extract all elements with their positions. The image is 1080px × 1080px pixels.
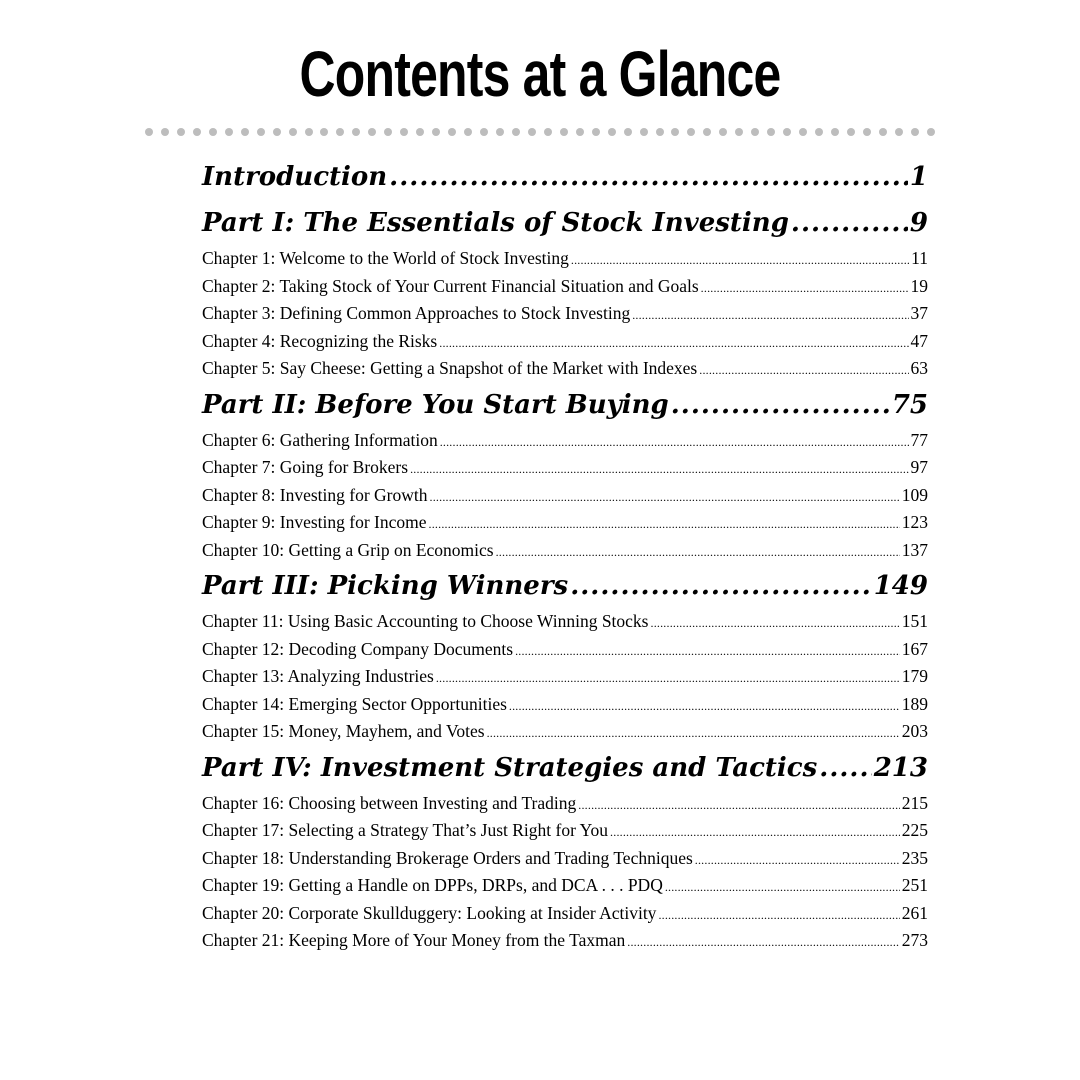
divider-dot — [496, 128, 504, 136]
toc-chapter-entry[interactable] — [202, 482, 928, 510]
toc-chapter-entry[interactable] — [202, 537, 928, 565]
divider-dot — [560, 128, 568, 136]
leader-dots — [429, 511, 900, 539]
chapter-page: 273 — [901, 930, 928, 950]
chapter-page: 167 — [901, 638, 928, 659]
divider-dot — [273, 128, 281, 136]
divider-dot — [416, 128, 424, 136]
leader-dots — [658, 902, 899, 930]
part-page: 149 — [873, 571, 928, 601]
part-page: 75 — [891, 389, 928, 420]
chapter-label: Chapter 21: Keeping More of Your Money from the Taxman — [202, 930, 626, 950]
leader-dots — [610, 819, 900, 847]
part-label: Part III: Picking Winners — [202, 571, 569, 601]
toc-chapter-entry[interactable] — [202, 300, 928, 328]
chapter-label: Chapter 17: Selecting a Strategy That’s Just Right for You — [202, 820, 609, 840]
divider-dot — [145, 128, 153, 136]
toc-chapter-entry[interactable] — [202, 927, 928, 955]
leader-dots — [439, 330, 908, 358]
chapter-page: 123 — [901, 512, 928, 532]
chapter-page: 261 — [901, 902, 928, 923]
toc-chapter-entry[interactable] — [202, 900, 928, 928]
chapter-page: 189 — [901, 693, 928, 714]
divider-dot — [241, 128, 249, 136]
divider-dot — [608, 128, 616, 136]
divider-dot — [305, 128, 313, 136]
divider-dot — [209, 128, 217, 136]
leader-dots — [695, 847, 900, 875]
toc-chapter-entry[interactable] — [202, 872, 928, 900]
chapter-label: Chapter 16: Choosing between Investing and Trading — [202, 792, 577, 813]
chapter-page: 235 — [901, 847, 928, 868]
toc-chapter-entry[interactable] — [202, 718, 928, 746]
toc-chapter-entry[interactable] — [202, 845, 928, 873]
chapter-page: 97 — [910, 457, 928, 477]
chapter-label: Chapter 13: Analyzing Industries — [202, 666, 434, 686]
divider-dot — [432, 128, 440, 136]
divider-dot — [576, 128, 584, 136]
toc-chapter-entry[interactable] — [202, 509, 928, 537]
toc-chapter-entry[interactable] — [202, 663, 928, 691]
chapter-label: Chapter 20: Corporate Skullduggery: Looking at Insider Activity — [202, 902, 657, 923]
divider-dot — [735, 128, 743, 136]
chapter-label: Chapter 11: Using Basic Accounting to Choose Winning Stocks — [202, 611, 649, 631]
divider-dot — [193, 128, 201, 136]
part-page: 213 — [873, 752, 928, 783]
divider-dot — [815, 128, 823, 136]
leader-dots — [410, 456, 908, 484]
divider-dot — [464, 128, 472, 136]
toc-chapter-entry[interactable] — [202, 608, 928, 636]
page-title: Contents at a Glance — [299, 38, 781, 110]
part-block-3 — [202, 564, 928, 746]
toc-entry-page: 1 — [909, 162, 928, 192]
chapter-page: 11 — [911, 248, 928, 268]
divider-dot — [703, 128, 711, 136]
divider-dot — [783, 128, 791, 136]
toc-part-entry[interactable] — [202, 564, 928, 608]
toc-chapter-entry[interactable] — [202, 636, 928, 664]
divider-dot — [767, 128, 775, 136]
part-label: Part IV: Investment Strategies and Tactics — [202, 752, 818, 783]
toc-chapter-entry[interactable] — [202, 328, 928, 356]
chapter-label: Chapter 5: Say Cheese: Getting a Snapshot of the Market with Indexes — [202, 358, 698, 378]
toc-chapter-entry[interactable] — [202, 355, 928, 383]
divider-dot — [879, 128, 887, 136]
chapter-label: Chapter 14: Emerging Sector Opportunities — [202, 693, 507, 714]
leader-dots — [515, 638, 900, 666]
toc-chapter-entry[interactable] — [202, 454, 928, 482]
divider-dot — [863, 128, 871, 136]
dotted-divider — [145, 127, 935, 137]
leader-dots — [496, 539, 900, 567]
leader-dots — [440, 429, 909, 457]
divider-dot — [352, 128, 360, 136]
chapter-label: Chapter 18: Understanding Brokerage Orders and Trading Techniques — [202, 847, 693, 868]
toc-chapter-entry[interactable] — [202, 273, 928, 301]
divider-dot — [368, 128, 376, 136]
chapter-page: 251 — [901, 875, 928, 895]
divider-dot — [161, 128, 169, 136]
divider-dot — [528, 128, 536, 136]
part-block-2 — [202, 383, 928, 565]
chapter-page: 151 — [901, 611, 928, 631]
leader-dots — [665, 874, 900, 902]
toc-entry-label: Introduction — [202, 162, 388, 192]
leader-dots — [701, 275, 909, 303]
leader-dots — [570, 564, 872, 608]
chapter-label: Chapter 9: Investing for Income — [202, 512, 427, 532]
divider-dot — [831, 128, 839, 136]
toc-chapter-entry[interactable] — [202, 817, 928, 845]
divider-dot — [336, 128, 344, 136]
toc-part-entry[interactable] — [202, 383, 928, 427]
part-block-4 — [202, 746, 928, 955]
toc-part-entry[interactable] — [202, 201, 928, 245]
chapter-label: Chapter 4: Recognizing the Risks — [202, 330, 438, 351]
part-label: Part I: The Essentials of Stock Investing — [202, 208, 789, 238]
divider-dot — [895, 128, 903, 136]
leader-dots — [819, 746, 871, 790]
chapter-label: Chapter 10: Getting a Grip on Economics — [202, 539, 494, 560]
toc-chapter-entry[interactable] — [202, 245, 928, 273]
divider-dot — [400, 128, 408, 136]
part-page: 9 — [909, 208, 928, 238]
divider-dot — [624, 128, 632, 136]
chapter-page: 77 — [910, 429, 928, 450]
chapter-page: 225 — [901, 820, 928, 840]
chapter-page: 215 — [901, 792, 928, 813]
chapter-label: Chapter 12: Decoding Company Documents — [202, 638, 514, 659]
leader-dots — [389, 155, 908, 199]
chapter-label: Chapter 6: Gathering Information — [202, 429, 438, 450]
leader-dots — [436, 665, 900, 693]
chapter-page: 47 — [910, 330, 928, 351]
divider-dot — [671, 128, 679, 136]
table-of-contents — [202, 155, 928, 955]
divider-dot — [592, 128, 600, 136]
toc-chapter-entry[interactable] — [202, 691, 928, 719]
chapter-page: 19 — [910, 275, 928, 296]
divider-dot — [640, 128, 648, 136]
divider-dot — [320, 128, 328, 136]
leader-dots — [627, 929, 900, 957]
chapter-label: Chapter 15: Money, Mayhem, and Votes — [202, 721, 485, 741]
toc-part-entry[interactable] — [202, 746, 928, 790]
chapter-label: Chapter 19: Getting a Handle on DPPs, DRPs, and DCA . . . PDQ — [202, 875, 663, 895]
leader-dots — [699, 357, 908, 385]
leader-dots — [509, 693, 900, 721]
chapter-page: 37 — [910, 303, 928, 323]
chapter-label: Chapter 7: Going for Brokers — [202, 457, 409, 477]
leader-dots — [671, 383, 890, 427]
leader-dots — [487, 720, 900, 748]
divider-dot — [177, 128, 185, 136]
toc-entry-introduction[interactable] — [202, 155, 928, 201]
chapter-label: Chapter 2: Taking Stock of Your Current Financial Situation and Goals — [202, 275, 699, 296]
divider-dot — [289, 128, 297, 136]
leader-dots — [651, 610, 900, 638]
chapter-label: Chapter 8: Investing for Growth — [202, 484, 428, 505]
leader-dots — [791, 201, 908, 245]
toc-chapter-entry[interactable] — [202, 427, 928, 455]
chapter-page: 179 — [901, 666, 928, 686]
divider-dot — [480, 128, 488, 136]
chapter-label: Chapter 1: Welcome to the World of Stock Investing — [202, 248, 569, 268]
divider-dot — [225, 128, 233, 136]
chapter-label: Chapter 3: Defining Common Approaches to Stock Investing — [202, 303, 631, 323]
divider-dot — [512, 128, 520, 136]
leader-dots — [571, 247, 909, 275]
divider-dot — [719, 128, 727, 136]
toc-chapter-entry[interactable] — [202, 790, 928, 818]
divider-dot — [799, 128, 807, 136]
leader-dots — [632, 302, 908, 330]
chapter-page: 109 — [901, 484, 928, 505]
part-block-1 — [202, 201, 928, 383]
divider-dot — [448, 128, 456, 136]
leader-dots — [430, 484, 900, 512]
divider-dot — [927, 128, 935, 136]
divider-dot — [847, 128, 855, 136]
chapter-page: 63 — [910, 358, 928, 378]
chapter-page: 203 — [901, 721, 928, 741]
divider-dot — [384, 128, 392, 136]
part-label: Part II: Before You Start Buying — [202, 389, 669, 420]
divider-dot — [257, 128, 265, 136]
leader-dots — [578, 792, 899, 820]
divider-dot — [751, 128, 759, 136]
divider-dot — [544, 128, 552, 136]
chapter-page: 137 — [901, 539, 928, 560]
divider-dot — [687, 128, 695, 136]
divider-dot — [911, 128, 919, 136]
divider-dot — [656, 128, 664, 136]
